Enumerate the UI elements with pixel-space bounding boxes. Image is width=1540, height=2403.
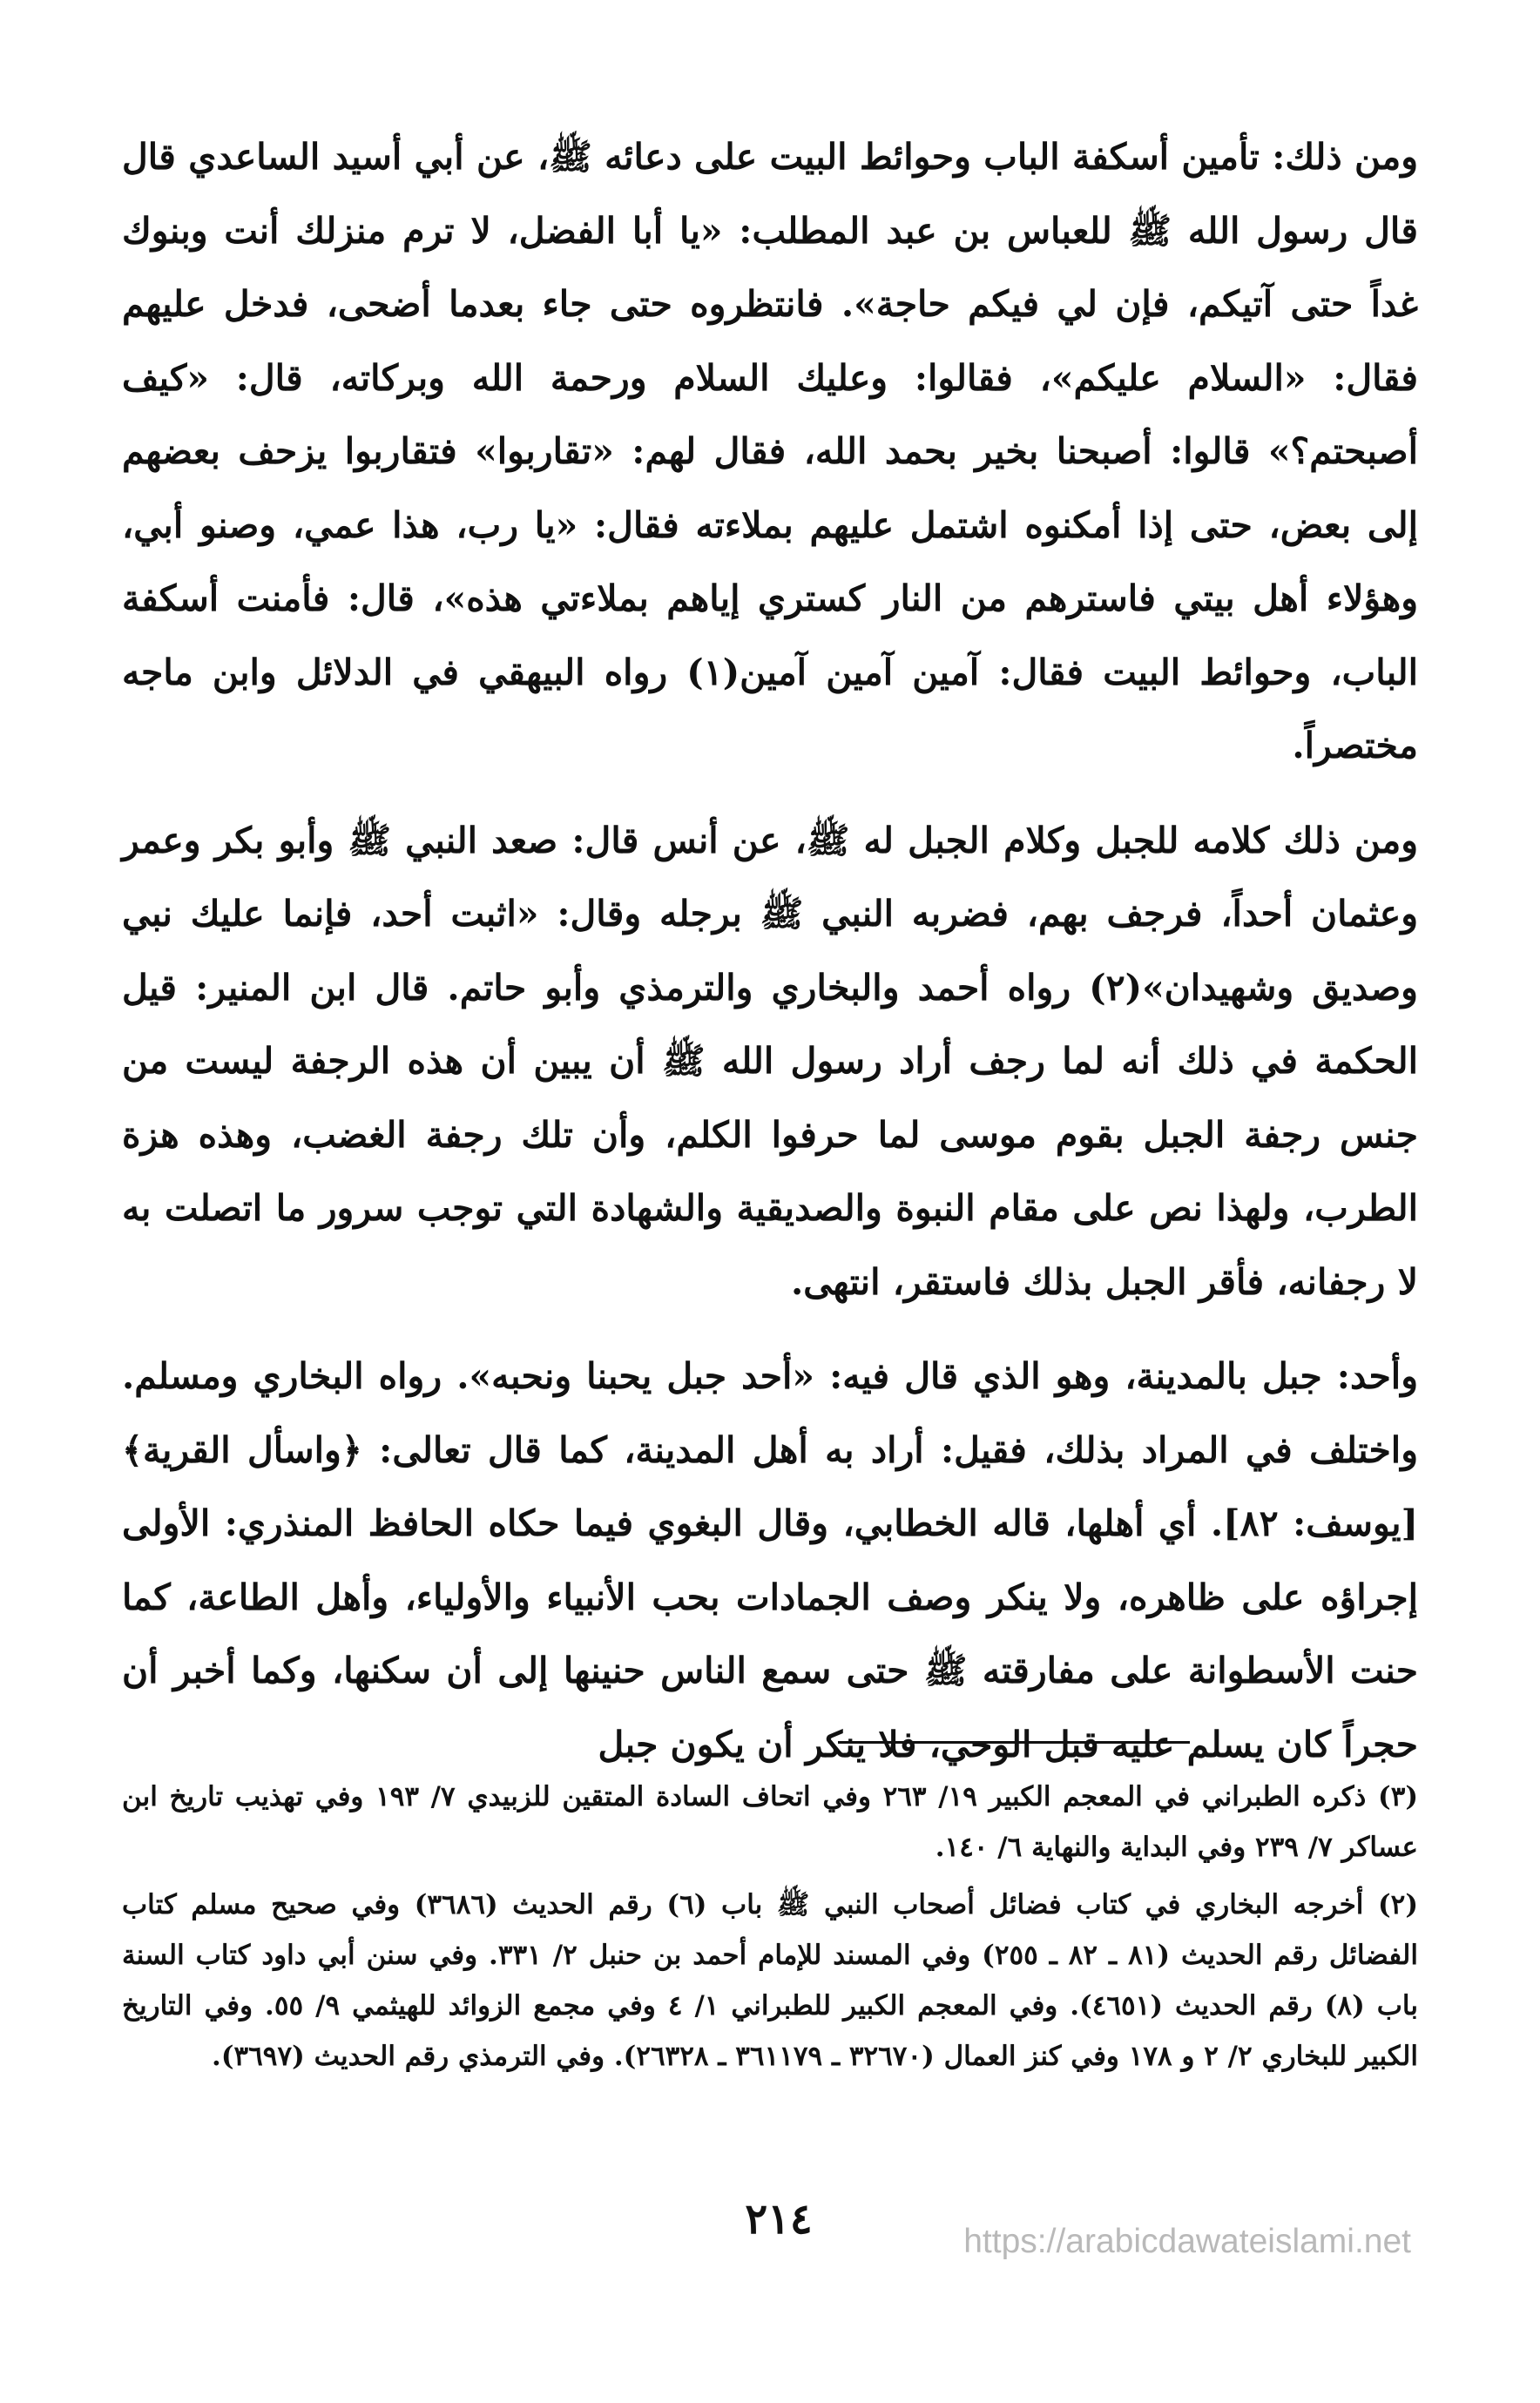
main-text [122, 120, 1418, 1802]
footnote-1: (٣) ذكره الطبراني في المعجم الكبير ١٩/ ٢٦٣ وفي اتحاف السادة المتقين للزبيدي ٧/ ١٩٣ وفي تهذيب تاريخ ابن عساكر ٧/ ٢٣٩ وفي البداية والنهاية ٦/ ١٤٠. [122, 1781, 1419, 1863]
footnote-separator [838, 1741, 1190, 1744]
paragraph-amen-of-door: ومن ذلك: تأمين أسكفة الباب وحوائط البيت على دعائه ﷺ، عن أبي أسيد الساعدي قال قال رسول الله ﷺ للعباس بن عبد المطلب: «يا أبا الفضل، لا ترم منزلك أنت وبنوك غداً حتى آتيكم، فإن لي فيكم حاجة». فانتظروه حتى جاء بعدما أضحى، فدخل عليهم فقال: «السلام عليكم»، فقالوا: وعليك السلام ورحمة الله وبركاته، قال: «كيف أصبحتم؟» قالوا: أصبحنا بخير بحمد الله، فقال لهم: «تقاربوا» فتقاربوا يزحف بعضهم إلى بعض، حتى إذا أمكنوه اشتمل عليهم بملاءته فقال: «يا رب، هذا عمي، وصنو أبي، وهؤلاء أهل بيتي فاسترهم من النار كستري إياهم بملاءتي هذه»، قال: فأمنت أسكفة الباب، وحوائط البيت فقال: آمين آمين آمين(١) رواه البيهقي في الدلائل وابن ماجه مختصراً. [122, 136, 1418, 766]
page-number: ٢١٤ [745, 2195, 813, 2244]
watermark-url: https://arabicdawateislami.net [963, 2223, 1411, 2260]
footnote-2: (٢) أخرجه البخاري في كتاب فضائل أصحاب النبي ﷺ باب (٦) رقم الحديث (٣٦٨٦) وفي صحيح مسلم كتاب الفضائل رقم الحديث (٨١ ـ ٨٢ ـ ٢٥٥) وفي المسند للإمام أحمد بن حنبل ٢/ ٣٣١. وفي سنن أبي داود كتاب السنة باب (٨) رقم الحديث (٤٦٥١). وفي المعجم الكبير للطبراني ١/ ٤ وفي مجمع الزوائد للهيثمي ٩/ ٥٥. وفي التاريخ الكبير للبخاري ٢/ ٢ و ١٧٨ وفي كنز العمال (٣٢٦٧٠ ـ ٣٦١١٧٩ ـ ٢٦٣٢٨). وفي الترمذي رقم الحديث (٣٦٩٧). [122, 1889, 1418, 2072]
footnotes [122, 1772, 1418, 2089]
paragraph-mountain-speech: ومن ذلك كلامه للجبل وكلام الجبل له ﷺ، عن أنس قال: صعد النبي ﷺ وأبو بكر وعمر وعثمان أحداً، فرجف بهم، فضربه النبي ﷺ برجله وقال: «اثبت أحد، فإنما عليك نبي وصديق وشهيدان»(٢) رواه أحمد والبخاري والترمذي وأبو حاتم. قال ابن المنير: قيل الحكمة في ذلك أنه لما رجف أراد رسول الله ﷺ أن يبين أن هذه الرجفة ليست من جنس رجفة الجبل بقوم موسى لما حرفوا الكلم، وأن تلك رجفة الغضب، وهذه هزة الطرب، ولهذا نص على مقام النبوة والصديقية والشهادة التي توجب سرور ما اتصلت به لا رجفانه، فأقر الجبل بذلك فاستقر، انتهى. [122, 819, 1418, 1303]
paragraph-uhud: وأحد: جبل بالمدينة، وهو الذي قال فيه: «أحد جبل يحبنا ونحبه». رواه البخاري ومسلم. واختلف في المراد بذلك، فقيل: أراد به أهل المدينة، كما قال تعالى: ﴿واسأل القرية﴾ [يوسف: ٨٢]. أي أهلها، قاله الخطابي، وقال البغوي فيما حكاه الحافظ المنذري: الأولى إجراؤه على ظاهره، ولا ينكر وصف الجمادات بحب الأنبياء والأولياء، وأهل الطاعة، كما حنت الأسطوانة على مفارقته ﷺ حتى سمع الناس حنينها إلى أن سكنها، وكما أخبر أن حجراً كان يسلم عليه قبل الوحي، فلا ينكر أن يكون جبل [122, 1355, 1418, 1765]
